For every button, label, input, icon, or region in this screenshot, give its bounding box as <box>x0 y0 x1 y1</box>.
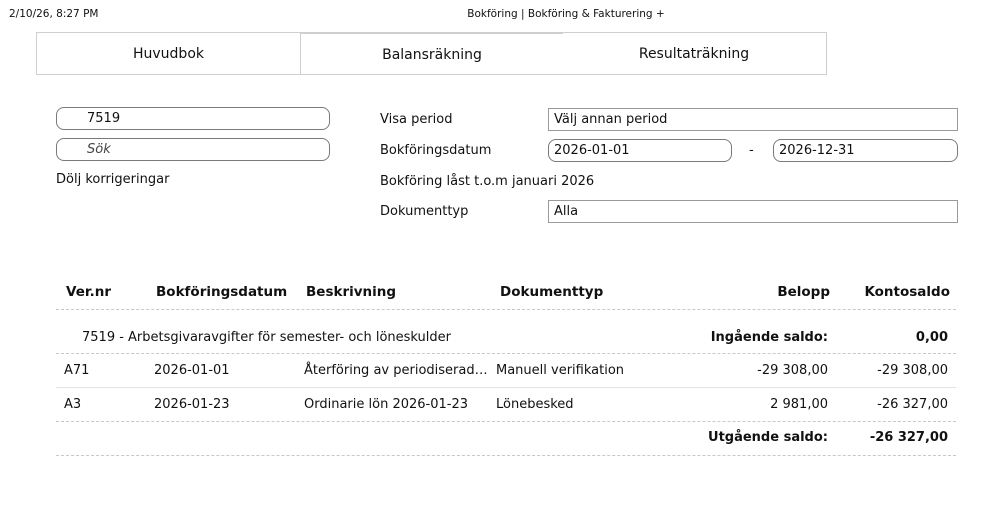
row-divider <box>56 421 956 422</box>
tab-resultatrakning[interactable]: Resultaträkning <box>638 45 750 62</box>
doctype-select[interactable]: Alla <box>548 200 958 223</box>
print-datetime: 2/10/26, 8:27 PM <box>9 8 99 20</box>
opening-balance-value: 0,00 <box>915 330 948 345</box>
column-header-kontosaldo[interactable]: Kontosaldo <box>864 284 950 300</box>
table-bottom-divider <box>56 455 956 456</box>
closing-balance-value: -26 327,00 <box>869 430 948 445</box>
tab-balansrakning[interactable]: Balansräkning <box>300 33 563 75</box>
column-header-bokforingsdatum[interactable]: Bokföringsdatum <box>156 284 288 300</box>
cell-doctype: Manuell verifikation <box>496 363 625 378</box>
period-select[interactable]: Välj annan period <box>548 108 958 131</box>
closing-balance-label: Utgående saldo: <box>708 430 828 445</box>
date-to-input[interactable]: 2026-12-31 <box>773 139 958 162</box>
locked-notice: Bokföring låst t.o.m januari 2026 <box>380 174 595 189</box>
column-header-vernr[interactable]: Ver.nr <box>66 284 111 300</box>
cell-balance: -26 327,00 <box>877 397 948 412</box>
cell-date: 2026-01-23 <box>154 397 230 412</box>
column-header-beskrivning[interactable]: Beskrivning <box>306 284 397 300</box>
cell-description: Återföring av periodiserad… <box>304 363 488 378</box>
cell-amount: -29 308,00 <box>757 363 828 378</box>
period-label: Visa period <box>380 112 453 127</box>
date-label: Bokföringsdatum <box>380 143 492 158</box>
tab-huvudbok[interactable]: Huvudbok <box>132 45 204 62</box>
cell-description: Ordinarie lön 2026-01-23 <box>304 397 468 412</box>
cell-date: 2026-01-01 <box>154 363 230 378</box>
column-header-belopp[interactable]: Belopp <box>777 284 830 300</box>
cell-vernr[interactable]: A71 <box>64 363 90 378</box>
hide-corrections-toggle[interactable]: Dölj korrigeringar <box>56 172 170 187</box>
search-input[interactable]: Sök <box>56 138 330 161</box>
cell-amount: 2 981,00 <box>770 397 828 412</box>
account-heading: 7519 - Arbetsgivaravgifter för semester- och löneskulder <box>82 330 451 345</box>
cell-balance: -29 308,00 <box>877 363 948 378</box>
table-row[interactable] <box>56 354 956 387</box>
doctype-label: Dokumenttyp <box>380 204 469 219</box>
header-divider <box>56 309 956 310</box>
tab-bar <box>36 32 827 75</box>
page-title: Bokföring | Bokföring & Fakturering + <box>467 8 665 20</box>
date-range-separator: - <box>749 143 754 158</box>
table-row[interactable] <box>56 388 956 421</box>
cell-doctype: Lönebesked <box>496 397 574 412</box>
column-header-dokumenttyp[interactable]: Dokumenttyp <box>500 284 604 300</box>
date-from-input[interactable]: 2026-01-01 <box>548 139 732 162</box>
account-input[interactable]: 7519 <box>56 107 330 130</box>
cell-vernr[interactable]: A3 <box>64 397 82 412</box>
opening-balance-label: Ingående saldo: <box>710 330 828 345</box>
